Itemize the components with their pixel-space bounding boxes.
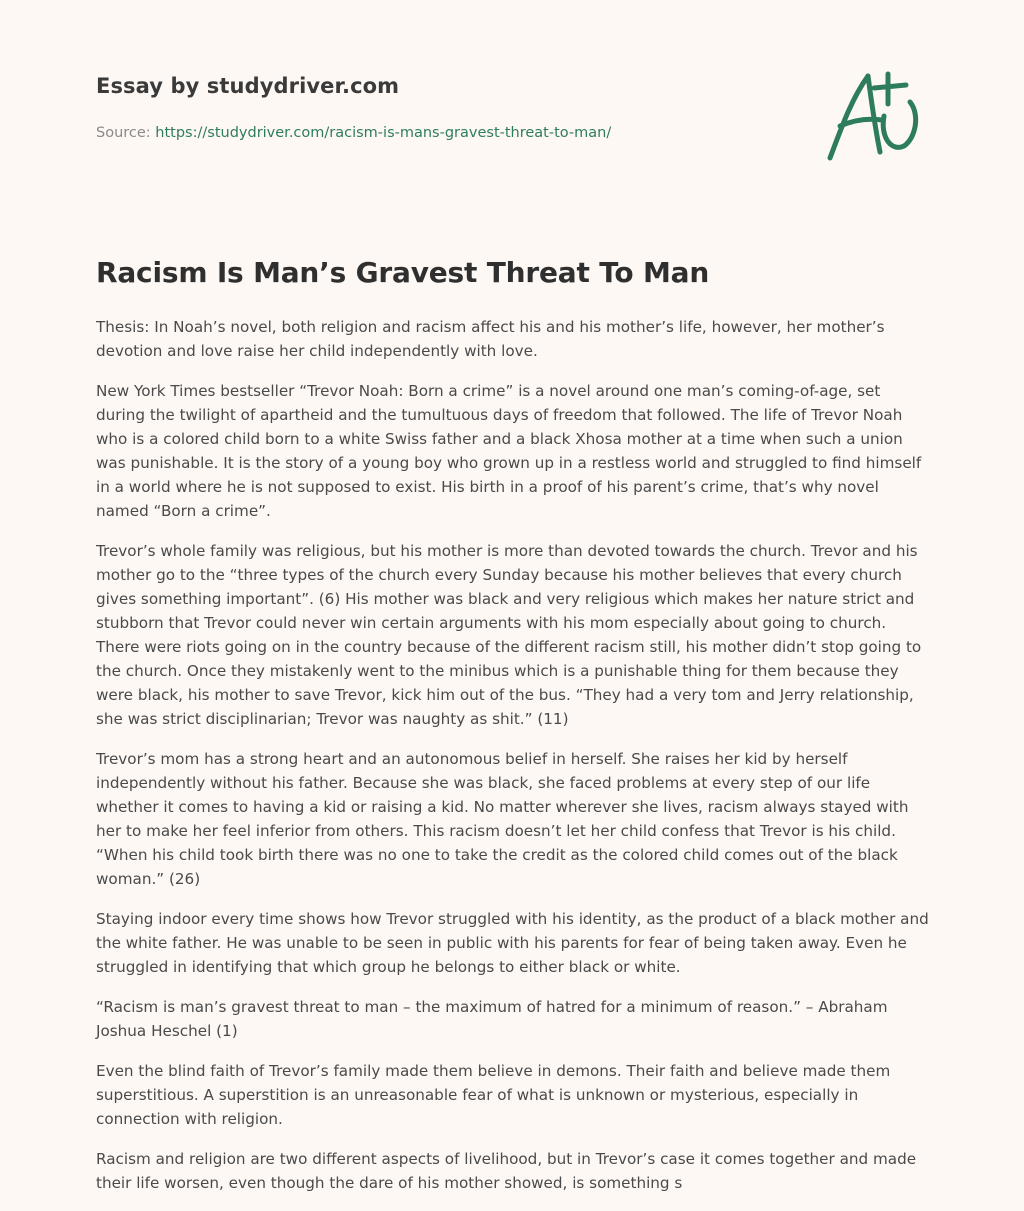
source-line [96,125,611,141]
essay-paragraph: Trevor’s whole family was religious, but his mother is more than devoted towards the church. Trevor and his mother go to the “three types of the church every Sunday because his mother believes that every church gives something important”. (6) His mother was black and very religious which makes her nature strict and stubborn that Trevor could never win certain arguments with his mom especially about going to church. There were riots going on in the country because of the different racism still, his mother didn’t stop going to the church. Once they mistakenly went to the minibus which is a punishable thing for them because they were black, his mother to save Trevor, kick him out of the bus. “They had a very tom and Jerry relationship, she was strict disciplinarian; Trevor was naughty as shit.” (11) [96,542,922,728]
essay-header [96,74,928,141]
essay-body [96,315,932,1211]
essay-title: Racism Is Man’s Gravest Threat To Man [96,256,710,289]
essay-paragraph: Thesis: In Noah’s novel, both religion and racism affect his and his mother’s life, however, her mother’s devotion and love raise her child independently with love. [96,318,885,360]
a-plus-grade-logo-icon [822,66,926,166]
essay-paragraph: Even the blind faith of Trevor’s family made them believe in demons. Their faith and believe made them superstitious. A superstition is an unreasonable fear of what is unknown or mysterious, especially in connection with religion. [96,1062,891,1128]
essay-paragraph: “Racism is man’s gravest threat to man – the maximum of hatred for a minimum of reason.” – Abraham Joshua Heschel (1) [96,998,888,1040]
source-label: Source: [96,125,156,141]
essay-paragraph: Staying indoor every time shows how Trevor struggled with his identity, as the product of a black mother and the white father. He was unable to be seen in public with his parents for fear of being taken away. Even he struggled in identifying that which group he belongs to either black or white. [96,910,929,976]
source-link[interactable]: https://studydriver.com/racism-is-mans-gravest-threat-to-man/ [155,125,612,141]
essay-paragraph: New York Times bestseller “Trevor Noah: Born a crime” is a novel around one man’s coming-of-age, set during the twilight of apartheid and the tumultuous days of freedom that followed. The life of Trevor Noah who is a colored child born to a white Swiss father and a black Xhosa mother at a time when such a union was punishable. It is the story of a young boy who grown up in a restless world and struggled to find himself in a world where he is not supposed to exist. His birth in a proof of his parent’s crime, that’s why novel named “Born a crime”. [96,382,922,520]
brand-title: Essay by studydriver.com [96,74,400,98]
essay-paragraph: Trevor’s mom has a strong heart and an autonomous belief in herself. She raises her kid by herself independently without his father. Because she was black, she faced problems at every step of our life whether it comes to having a kid or raising a kid. No matter wherever she lives, racism always stayed with her to make her feel inferior from others. This racism doesn’t let her child confess that Trevor is his child. “When his child took birth there was no one to take the credit as the colored child comes out of the black woman.” (26) [96,750,909,888]
essay-paragraph: Racism and religion are two different aspects of livelihood, but in Trevor’s case it comes together and made their life worsen, even though the dare of his mother showed, is something s [96,1150,917,1192]
